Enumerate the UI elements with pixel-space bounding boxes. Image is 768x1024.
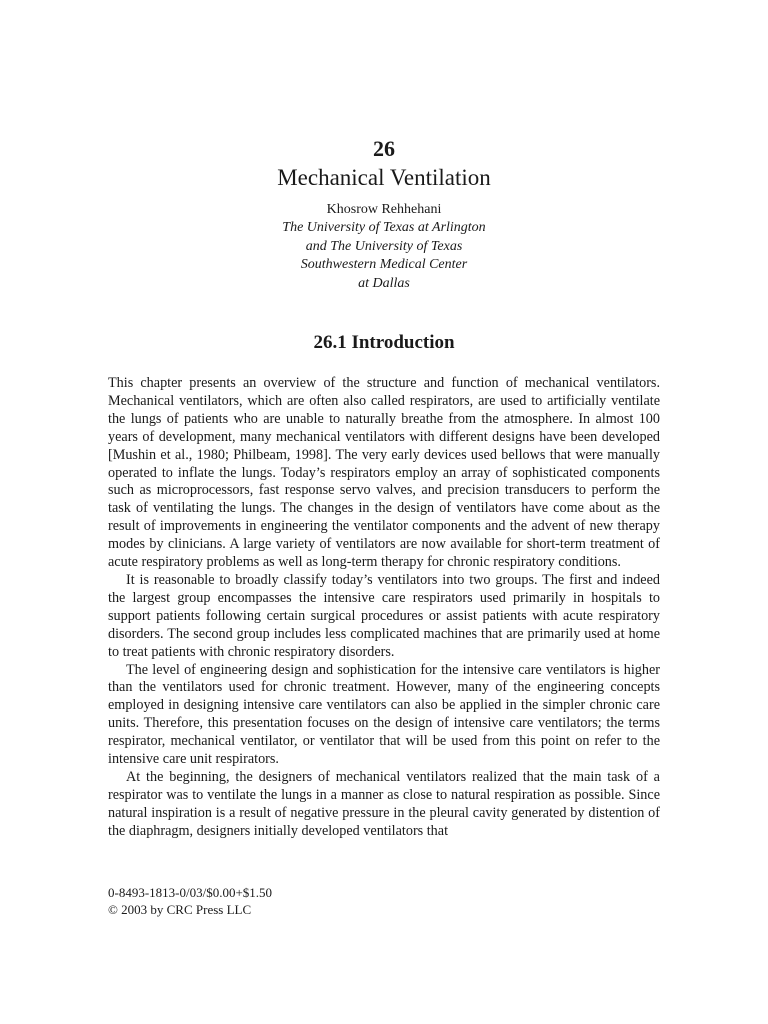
author-block <box>0 201 768 293</box>
paragraph: This chapter presents an overview of the structure and function of mechanical ventilators. Mechanical ventilators, which are often also called respirators, are used to artificially ventilate the lungs of patients who are unable to naturally breathe from the atmosphere. In almost 100 years of development, many mechanical ventilators with different designs have been developed [Mushin et al., 1980; Philbeam, 1998]. The very early devices used bellows that were manually operated to inflate the lungs. Today’s respirators employ an array of sophisticated components such as microprocessors, fast response servo valves, and precision transducers to perform the task of ventilating the lungs. The changes in the design of ventilators have come about as the result of improvements in engineering the ventilator components and the advent of new therapy modes by clinicians. A large variety of ventilators are now available for short-term treatment of acute respiratory problems as well as long-term therapy for chronic respiratory conditions. <box>108 375 660 571</box>
section-heading: 26.1 Introduction <box>313 332 455 353</box>
chapter-number: 26 <box>373 136 395 161</box>
affiliation-line: at Dallas <box>358 275 410 291</box>
author-name: Khosrow Rehhehani <box>326 202 442 217</box>
isbn-line: 0-8493-1813-0/03/$0.00+$1.50 <box>108 885 273 900</box>
paragraph: The level of engineering design and sophistication for the intensive care ventilators is higher than the ventilators used for chronic treatment. However, many of the engineering concepts employed in designing intensive care ventilators can also be applied in the simpler chronic care units. Therefore, this presentation focuses on the design of intensive care ventilators; the terms respirator, mechanical ventilator, or ventilator that will be used from this point on refer to the intensive care unit respirators. <box>108 661 660 768</box>
affiliation-line: and The University of Texas <box>305 238 463 254</box>
body-text <box>108 375 660 841</box>
footer <box>108 884 508 918</box>
chapter-title: Mechanical Ventilation <box>277 165 491 190</box>
affiliation-line: The University of Texas at Arlington <box>282 220 486 236</box>
paragraph: It is reasonable to broadly classify today’s ventilators into two groups. The first and indeed the largest group encompasses the intensive care respirators used primarily in hospitals to support patients following certain surgical procedures or assist patients with acute respiratory disorders. The second group includes less complicated machines that are primarily used at home to treat patients with chronic respiratory disorders. <box>108 571 660 660</box>
affiliation-line: Southwestern Medical Center <box>300 257 468 273</box>
copyright-line: © 2003 by CRC Press LLC <box>108 902 252 917</box>
paragraph: At the beginning, the designers of mechanical ventilators realized that the main task of a respirator was to ventilate the lungs in a manner as close to natural respiration as possible. Since natural inspiration is a result of negative pressure in the pleural cavity generated by distention of the diaphragm, designers initially developed ventilators that <box>108 768 660 839</box>
